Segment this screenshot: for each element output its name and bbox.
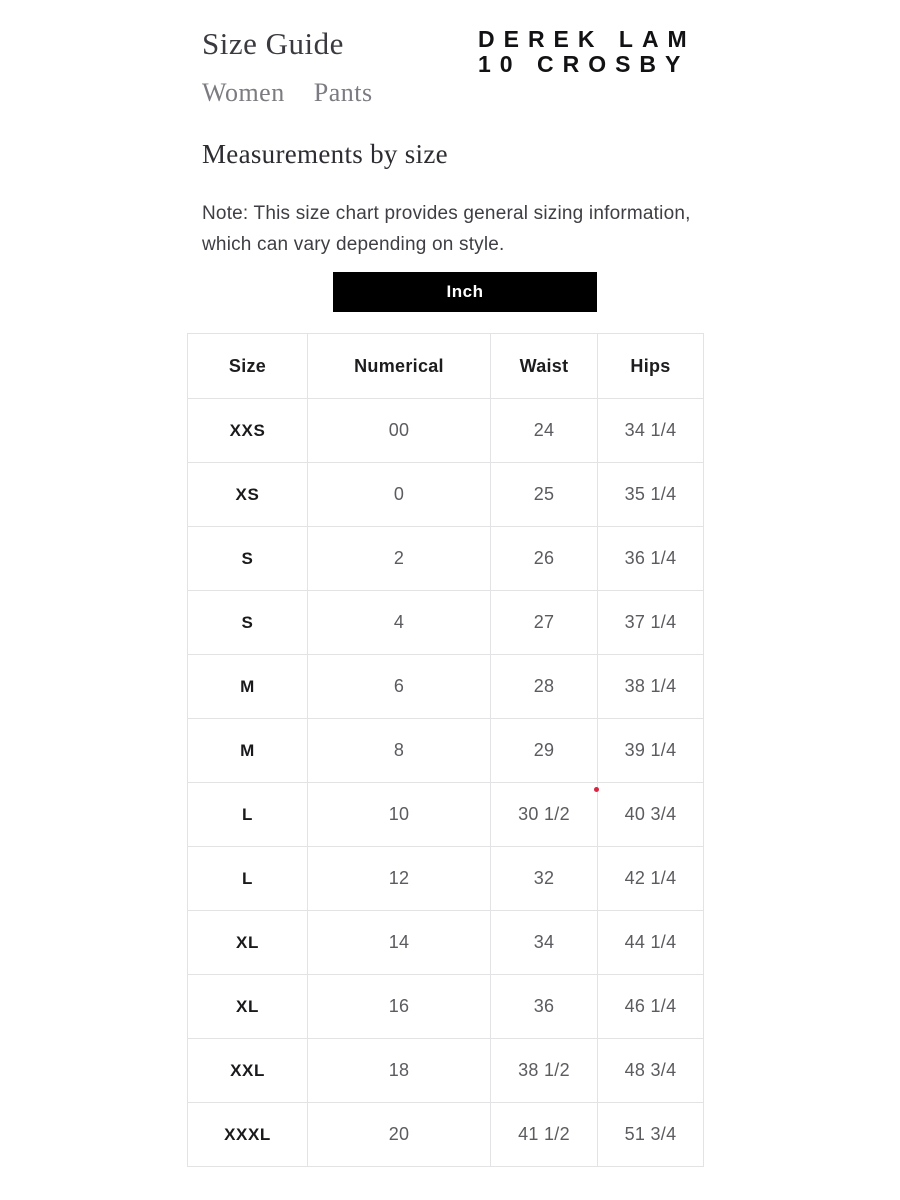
size-cell: S bbox=[188, 591, 308, 655]
hips-cell: 34 1/4 bbox=[598, 399, 704, 463]
brand-logo-line1: DEREK LAM bbox=[478, 26, 696, 52]
size-cell: M bbox=[188, 719, 308, 783]
table-row bbox=[188, 591, 704, 655]
unit-toggle-inch-button[interactable]: Inch bbox=[333, 272, 597, 312]
table-row bbox=[188, 655, 704, 719]
waist-cell: 28 bbox=[491, 655, 598, 719]
hips-cell: 39 1/4 bbox=[598, 719, 704, 783]
hips-cell: 44 1/4 bbox=[598, 911, 704, 975]
waist-cell: 24 bbox=[491, 399, 598, 463]
table-row bbox=[188, 399, 704, 463]
numerical-cell: 00 bbox=[308, 399, 491, 463]
numerical-cell: 2 bbox=[308, 527, 491, 591]
hips-cell: 46 1/4 bbox=[598, 975, 704, 1039]
hips-cell: 40 3/4 bbox=[598, 783, 704, 847]
numerical-cell: 0 bbox=[308, 463, 491, 527]
size-cell: XXS bbox=[188, 399, 308, 463]
size-cell: XXXL bbox=[188, 1103, 308, 1167]
table-row bbox=[188, 463, 704, 527]
numerical-cell: 6 bbox=[308, 655, 491, 719]
table-row bbox=[188, 783, 704, 847]
size-cell: XXL bbox=[188, 1039, 308, 1103]
table-header-row bbox=[188, 334, 704, 399]
size-cell: XL bbox=[188, 911, 308, 975]
hips-cell: 38 1/4 bbox=[598, 655, 704, 719]
waist-cell: 29 bbox=[491, 719, 598, 783]
hips-cell: 42 1/4 bbox=[598, 847, 704, 911]
hips-cell: 48 3/4 bbox=[598, 1039, 704, 1103]
waist-cell: 41 1/2 bbox=[491, 1103, 598, 1167]
numerical-cell: 8 bbox=[308, 719, 491, 783]
numerical-cell: 4 bbox=[308, 591, 491, 655]
size-cell: XL bbox=[188, 975, 308, 1039]
red-dot-marker bbox=[594, 787, 599, 792]
table-row bbox=[188, 975, 704, 1039]
hips-cell: 37 1/4 bbox=[598, 591, 704, 655]
waist-cell: 26 bbox=[491, 527, 598, 591]
size-cell: S bbox=[188, 527, 308, 591]
waist-cell: 34 bbox=[491, 911, 598, 975]
column-header-hips: Hips bbox=[598, 334, 704, 399]
waist-cell: 38 1/2 bbox=[491, 1039, 598, 1103]
numerical-cell: 12 bbox=[308, 847, 491, 911]
table-row bbox=[188, 911, 704, 975]
brand-logo bbox=[478, 27, 696, 77]
hips-cell: 36 1/4 bbox=[598, 527, 704, 591]
hips-cell: 35 1/4 bbox=[598, 463, 704, 527]
waist-cell: 30 1/2 bbox=[491, 783, 598, 847]
numerical-cell: 20 bbox=[308, 1103, 491, 1167]
size-cell: L bbox=[188, 847, 308, 911]
table-row bbox=[188, 1103, 704, 1167]
size-cell: L bbox=[188, 783, 308, 847]
size-cell: M bbox=[188, 655, 308, 719]
sizing-note-line2: which can vary depending on style. bbox=[202, 234, 505, 255]
sizing-note bbox=[202, 198, 691, 260]
numerical-cell: 10 bbox=[308, 783, 491, 847]
hips-cell: 51 3/4 bbox=[598, 1103, 704, 1167]
column-header-waist: Waist bbox=[491, 334, 598, 399]
breadcrumb-category[interactable]: Women bbox=[202, 78, 285, 107]
table-row bbox=[188, 847, 704, 911]
breadcrumb-subcategory[interactable]: Pants bbox=[313, 78, 373, 107]
numerical-cell: 16 bbox=[308, 975, 491, 1039]
numerical-cell: 14 bbox=[308, 911, 491, 975]
numerical-cell: 18 bbox=[308, 1039, 491, 1103]
column-header-size: Size bbox=[188, 334, 308, 399]
waist-cell: 25 bbox=[491, 463, 598, 527]
waist-cell: 27 bbox=[491, 591, 598, 655]
section-title: Measurements by size bbox=[202, 139, 448, 169]
brand-logo-line2: 10 CROSBY bbox=[478, 51, 690, 77]
size-cell: XS bbox=[188, 463, 308, 527]
waist-cell: 36 bbox=[491, 975, 598, 1039]
page-title: Size Guide bbox=[202, 26, 344, 61]
column-header-numerical: Numerical bbox=[308, 334, 491, 399]
table-row bbox=[188, 1039, 704, 1103]
table-row bbox=[188, 527, 704, 591]
sizing-note-line1: Note: This size chart provides general sizing information, bbox=[202, 203, 691, 224]
measurements-table bbox=[187, 333, 704, 1167]
breadcrumb bbox=[202, 78, 395, 108]
waist-cell: 32 bbox=[491, 847, 598, 911]
table-row bbox=[188, 719, 704, 783]
